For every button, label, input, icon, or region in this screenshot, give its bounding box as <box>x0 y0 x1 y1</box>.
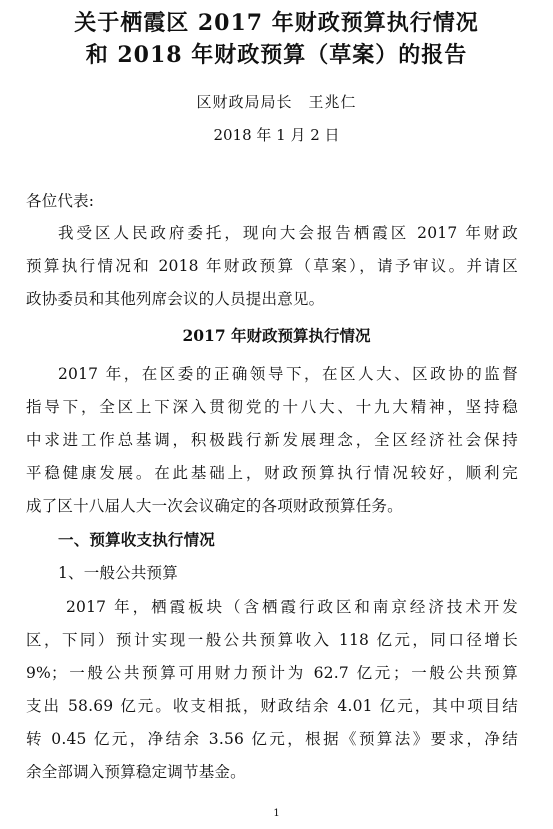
summary-line-4: 平稳健康发展。在此基础上，财政预算执行情况较好，顺利完 <box>26 464 518 482</box>
author-line: 区财政局局长 王兆仁 <box>196 93 357 111</box>
page-number: 1 <box>273 808 280 819</box>
intro-line-1: 我受区人民政府委托，现向大会报告栖霞区 2017 年财政 <box>58 224 518 242</box>
date-line: 2018 年 1 月 2 日 <box>213 126 340 144</box>
summary-line-5: 成了区十八届人大一次会议确定的各项财政预算任务。 <box>26 497 403 515</box>
budget-line-4: 支出 58.69 亿元。收支相抵，财政结余 4.01 亿元，其中项目结 <box>26 697 518 715</box>
heading-budget-execution: 一、预算收支执行情况 <box>58 530 216 549</box>
budget-line-2: 区，下同）预计实现一般公共预算收入 118 亿元，同口径增长 <box>26 631 518 649</box>
summary-line-3: 中求进工作总基调，积极践行新发展理念，全区经济社会保持 <box>26 431 518 449</box>
summary-line-1: 2017 年，在区委的正确领导下，在区人大、区政协的监督 <box>58 365 518 383</box>
budget-line-6: 余全部调入预算稳定调节基金。 <box>26 763 246 781</box>
budget-line-5: 转 0.45 亿元，净结余 3.56 亿元，根据《预算法》要求，净结 <box>26 730 518 748</box>
document-title-line-1: 关于栖霞区 2017 年财政预算执行情况 <box>74 10 479 36</box>
intro-line-2: 预算执行情况和 2018 年财政预算（草案），请予审议。并请区 <box>26 257 518 275</box>
section-title: 2017 年财政预算执行情况 <box>182 326 371 345</box>
budget-line-1: 2017 年，栖霞板块（含栖霞行政区和南京经济技术开发 <box>66 598 518 616</box>
budget-line-3: 9%；一般公共预算可用财力预计为 62.7 亿元；一般公共预算 <box>26 664 518 682</box>
subheading-general-public-budget: 1、一般公共预算 <box>58 564 178 582</box>
intro-line-3: 政协委员和其他列席会议的人员提出意见。 <box>26 290 325 308</box>
salutation: 各位代表: <box>26 192 95 210</box>
summary-line-2: 指导下，全区上下深入贯彻党的十八大、十九大精神，坚持稳 <box>26 398 518 416</box>
document-title-line-2: 和 2018 年财政预算（草案）的报告 <box>85 42 468 68</box>
